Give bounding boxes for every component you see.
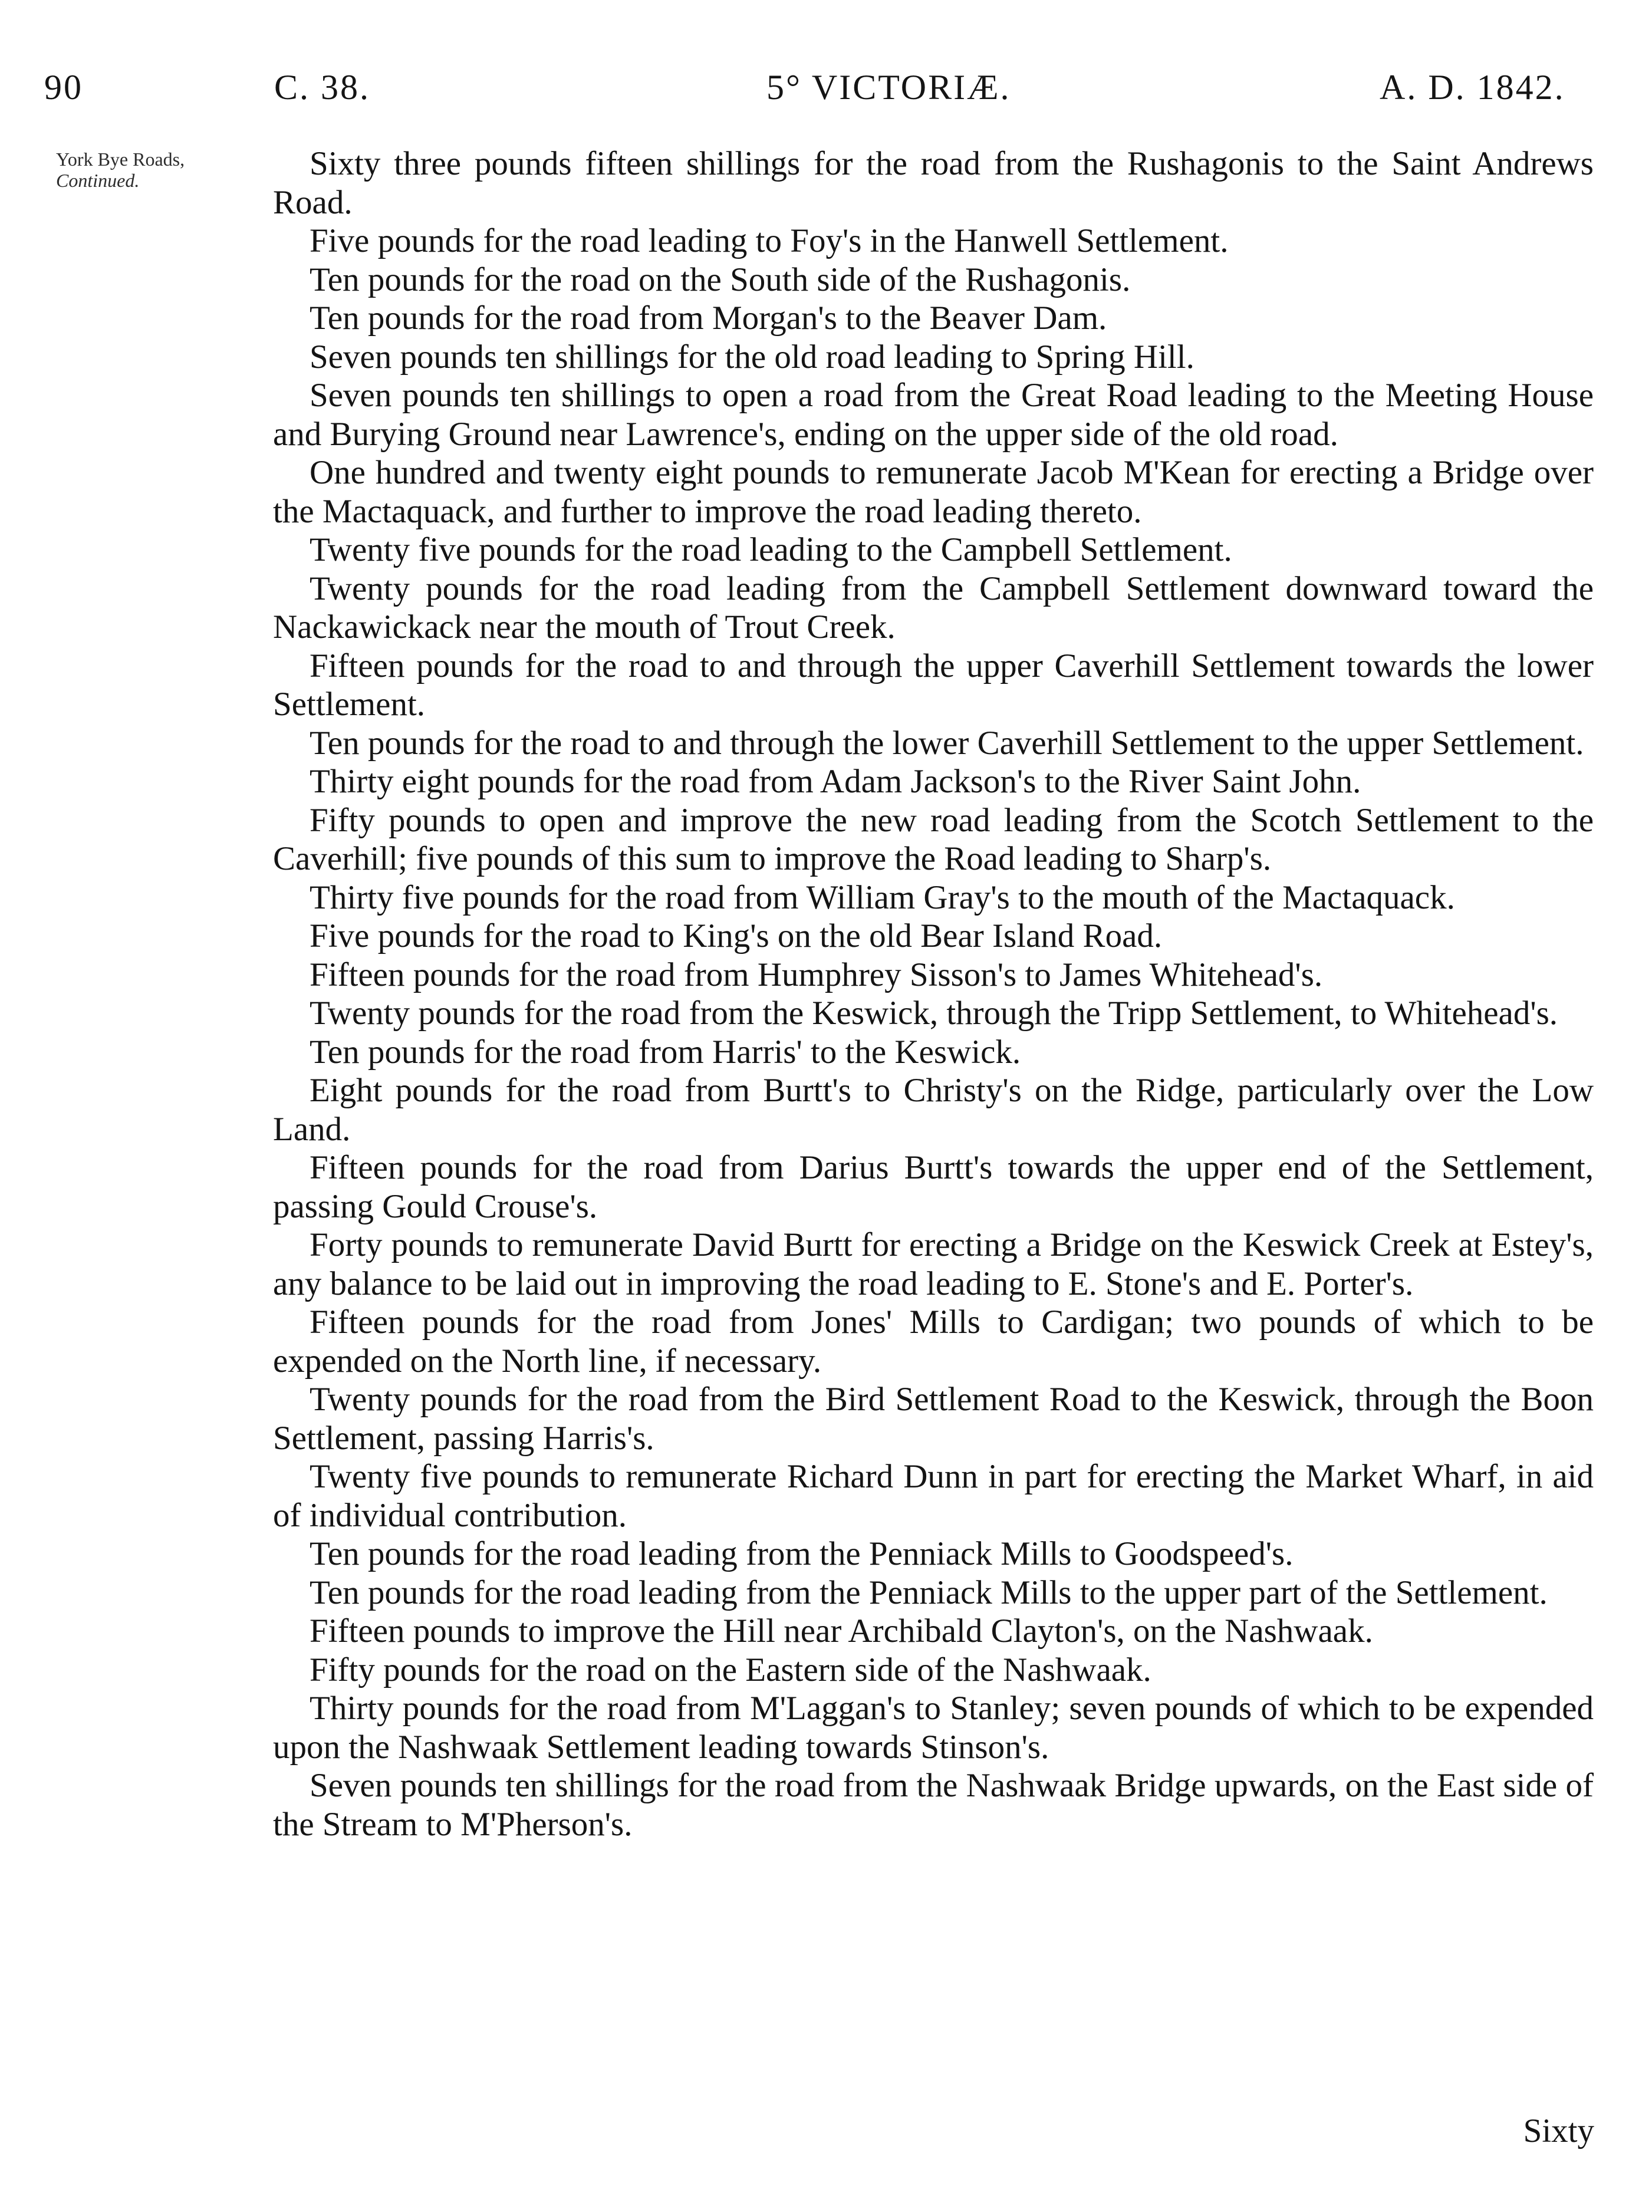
paragraph: Fifteen pounds to improve the Hill near Archibald Clayton's, on the Nashwaak. bbox=[310, 1612, 1373, 1650]
paragraph: Thirty pounds for the road from M'Laggan's to Stanley; seven pounds of which to be expended upon the Nashwaak Settlement leading towards Stinson's. bbox=[273, 1690, 1594, 1766]
paragraph: Ten pounds for the road to and through the lower Caverhill Settlement to the upper Settlement. bbox=[310, 724, 1584, 762]
paragraph: Seven pounds ten shillings to open a road from the Great Road leading to the Meeting House and Burying Ground near Lawrence's, ending on the upper side of the old road. bbox=[273, 377, 1594, 453]
paragraph: Fifty pounds for the road on the Eastern side of the Nashwaak. bbox=[310, 1651, 1151, 1688]
paragraph: Fifteen pounds for the road from Jones' Mills to Cardigan; two pounds of which to be expended on the North line, if necessary. bbox=[273, 1304, 1594, 1380]
catchword: Sixty bbox=[1523, 2112, 1594, 2150]
paragraph: Ten pounds for the road leading from the Penniack Mills to Goodspeed's. bbox=[310, 1535, 1294, 1572]
paragraph: Sixty three pounds fifteen shillings for the road from the Rushagonis to the Saint Andrews Road. bbox=[273, 145, 1594, 221]
margin-note-title: York Bye Roads, bbox=[56, 149, 185, 170]
paragraph: One hundred and twenty eight pounds to remunerate Jacob M'Kean for erecting a Bridge over the Mactaquack, and further to improve the road leading thereto. bbox=[273, 454, 1594, 530]
body-text bbox=[273, 144, 1594, 1844]
paragraph: Seven pounds ten shillings for the road from the Nashwaak Bridge upwards, on the East side of the Stream to M'Pherson's. bbox=[273, 1767, 1594, 1843]
paragraph: Ten pounds for the road from Morgan's to the Beaver Dam. bbox=[310, 299, 1107, 337]
margin-note-continued: Continued. bbox=[56, 170, 140, 191]
year-label: A. D. 1842. bbox=[1380, 68, 1565, 107]
paragraph: Twenty five pounds for the road leading to the Campbell Settlement. bbox=[310, 531, 1232, 568]
paragraph: Twenty pounds for the road leading from the Campbell Settlement downward toward the Nackawickack near the mouth of Trout Creek. bbox=[273, 570, 1594, 646]
chapter-label: C. 38. bbox=[274, 68, 371, 107]
paragraph: Five pounds for the road to King's on the old Bear Island Road. bbox=[310, 917, 1163, 954]
paragraph: Ten pounds for the road on the South side of the Rushagonis. bbox=[310, 261, 1131, 298]
margin-note bbox=[56, 149, 256, 191]
paragraph: Twenty five pounds to remunerate Richard Dunn in part for erecting the Market Wharf, in aid of individual contribution. bbox=[273, 1458, 1594, 1534]
paragraph: Fifteen pounds for the road from Humphrey Sisson's to James Whitehead's. bbox=[310, 956, 1323, 993]
paragraph: Thirty five pounds for the road from William Gray's to the mouth of the Mactaquack. bbox=[310, 878, 1455, 916]
paragraph: Ten pounds for the road from Harris' to the Keswick. bbox=[310, 1033, 1021, 1071]
paragraph: Fifteen pounds for the road from Darius Burtt's towards the upper end of the Settlement, passing Gould Crouse's. bbox=[273, 1149, 1594, 1225]
paragraph: Fifty pounds to open and improve the new road leading from the Scotch Settlement to the Caverhill; five pounds of this sum to improve the Road leading to Sharp's. bbox=[273, 801, 1594, 877]
paragraph: Twenty pounds for the road from the Bird Settlement Road to the Keswick, through the Boon Settlement, passing Harris's. bbox=[273, 1381, 1594, 1457]
paragraph: Twenty pounds for the road from the Keswick, through the Tripp Settlement, to Whitehead's. bbox=[310, 995, 1558, 1032]
paragraph: Thirty eight pounds for the road from Adam Jackson's to the River Saint John. bbox=[310, 763, 1361, 800]
reign-label: 5° VICTORIÆ. bbox=[766, 68, 1011, 107]
page-number: 90 bbox=[44, 68, 83, 107]
paragraph: Forty pounds to remunerate David Burtt for erecting a Bridge on the Keswick Creek at Estey's, any balance to be laid out in improving the road leading to E. Stone's and E. Porter's. bbox=[273, 1226, 1594, 1302]
paragraph: Eight pounds for the road from Burtt's to Christy's on the Ridge, particularly over the Low Land. bbox=[273, 1072, 1594, 1148]
paragraph: Ten pounds for the road leading from the Penniack Mills to the upper part of the Settlement. bbox=[310, 1574, 1548, 1611]
paragraph: Fifteen pounds for the road to and through the upper Caverhill Settlement towards the lower Settlement. bbox=[273, 647, 1594, 723]
paragraph: Five pounds for the road leading to Foy's in the Hanwell Settlement. bbox=[310, 222, 1229, 259]
paragraph: Seven pounds ten shillings for the old road leading to Spring Hill. bbox=[310, 338, 1194, 376]
